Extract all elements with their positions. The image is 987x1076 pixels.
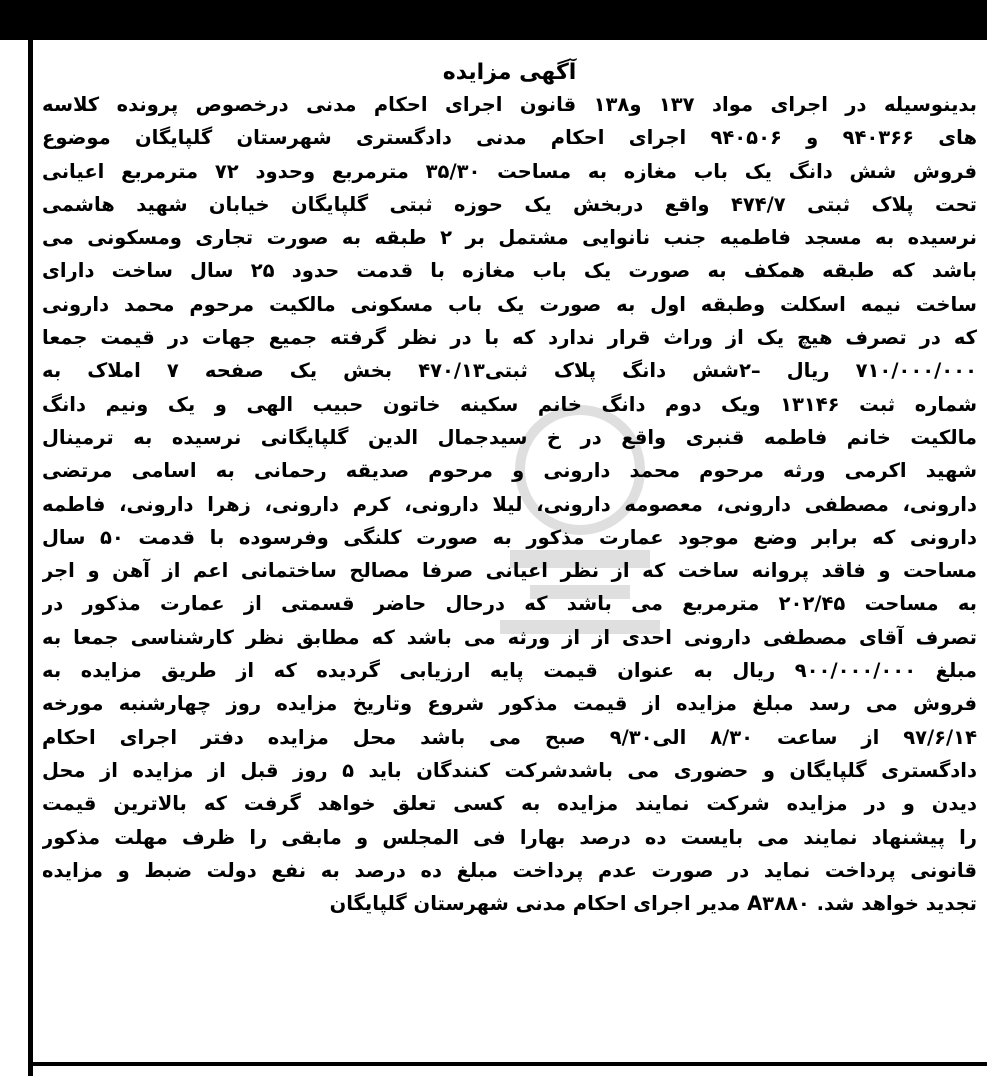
notice-line: را پیشنهاد نمایند می بایست ده درصد بهارا فی المجلس و مابقی را ظرف مهلت مذکور <box>42 825 977 849</box>
auction-notice <box>42 58 977 920</box>
notice-line: مبلغ ۹۰۰/۰۰۰/۰۰۰ ریال به عنوان قیمت پایه ارزیابی گردیده که از طریق مزایده به <box>42 659 977 683</box>
notice-line: مساحت و فاقد پروانه ساخت که از نظر اعیانی صرفا مصالح ساختمانی اعم از آهن و اجر <box>42 559 977 583</box>
bottom-border-rule <box>33 1062 987 1066</box>
notice-line: شهید اکرمی ورثه مرحوم محمد دارونی و مرحوم صدیقه رحمانی به اسامی مرتضی <box>42 459 977 483</box>
notice-line: های ۹۴۰۳۶۶ و ۹۴۰۵۰۶ اجرای احکام مدنی دادگستری شهرستان گلپایگان موضوع <box>42 126 977 150</box>
notice-line: فروش شش دانگ یک باب مغازه به مساحت ۳۵/۳۰ مترمربع وحدود ۷۲ مترمربع اعیانی <box>42 159 977 183</box>
notice-line: ساخت نیمه اسکلت وطبقه اول به صورت یک باب مسکونی مالکیت مرحوم محمد دارونی <box>42 292 977 316</box>
notice-line: فروش می رسد مبلغ مزایده از قیمت مذکور شروع وتاریخ مزایده روز چهارشنبه مورخه <box>42 692 977 716</box>
notice-line: ۷۱۰/۰۰۰/۰۰۰ ریال –۲شش دانگ پلاک ثبتی۴۷۰/۱۳ بخش یک صفحه ۷ املاک به <box>42 359 977 383</box>
notice-line: مالکیت خانم فاطمه قنبری واقع در خ سیدجمال الدین گلپایگانی نرسیده به ترمینال <box>42 425 977 449</box>
closing-text: تجدید خواهد شد. <box>816 892 977 916</box>
notice-line: شماره ثبت ۱۳۱۴۶ ویک دوم دانگ خانم سکینه خاتون حبیب الهی و یک ونیم دانگ <box>42 392 977 416</box>
notice-line: قانونی پرداخت نماید در صورت عدم پرداخت مبلغ ده درصد به نفع دولت ضبط و مزایده <box>42 858 977 882</box>
notice-line: دیدن و در مزایده شرکت نمایند مزایده به کسی تعلق خواهد گرفت که بالاترین قیمت <box>42 792 977 816</box>
notice-line: باشد که طبقه همکف به صورت یک باب مغازه با قدمت حدود ۲۵ سال ساخت دارای <box>42 259 977 283</box>
notice-line: دادگستری گلپایگان و حضوری می باشدشرکت کنندگان باید ۵ روز قبل از مزایده از محل <box>42 758 977 782</box>
notice-line: تحت پلاک ثبتی ۴۷۴/۷ واقع دربخش یک حوزه ثبتی گلپایگان خیابان شهید هاشمی <box>42 192 977 216</box>
notice-line: که در تصرف هیچ یک از وراث قرار ندارد که با در نظر گرفته جمیع جهات در قیمت جمعا <box>42 326 977 350</box>
notice-closing-line <box>42 887 977 920</box>
notice-line: نرسیده به مسجد فاطمیه جنب نانوایی مشتمل بر ۲ طبقه به صورت تجاری ومسکونی می <box>42 226 977 250</box>
notice-line: دارونی که برابر وضع موجود عمارت مذکور به صورت کلنگی وفرسوده با قدمت ۵۰ سال <box>42 525 977 549</box>
notice-code: A۳۸۸۰ <box>747 892 810 916</box>
notice-line: ۹۷/۶/۱۴ از ساعت ۸/۳۰ الی۹/۳۰ صبح می باشد محل مزایده دفتر اجرای احکام <box>42 725 977 749</box>
notice-line: تصرف آقای مصطفی دارونی احدی از از ورثه می باشد که مطابق نظر کارشناسی جمعا به <box>42 625 977 649</box>
left-border-rule <box>28 40 33 1076</box>
notice-body <box>42 88 977 887</box>
notice-title: آگهی مزایده <box>442 60 577 85</box>
notice-line: بدینوسیله در اجرای مواد ۱۳۷ و۱۳۸ قانون اجرای احکام مدنی درخصوص پرونده کلاسه <box>42 93 977 116</box>
header-bar <box>0 0 987 40</box>
notice-signature: مدیر اجرای احکام مدنی شهرستان گلپایگان <box>329 892 741 916</box>
notice-line: دارونی، مصطفی دارونی، معصومه دارونی، لیلا دارونی، کرم دارونی، زهرا دارونی، فاطمه <box>42 492 977 516</box>
notice-line: به مساحت ۲۰۲/۴۵ مترمربع می باشد که درحال حاضر قسمتی از عمارت مذکور در <box>42 592 977 616</box>
